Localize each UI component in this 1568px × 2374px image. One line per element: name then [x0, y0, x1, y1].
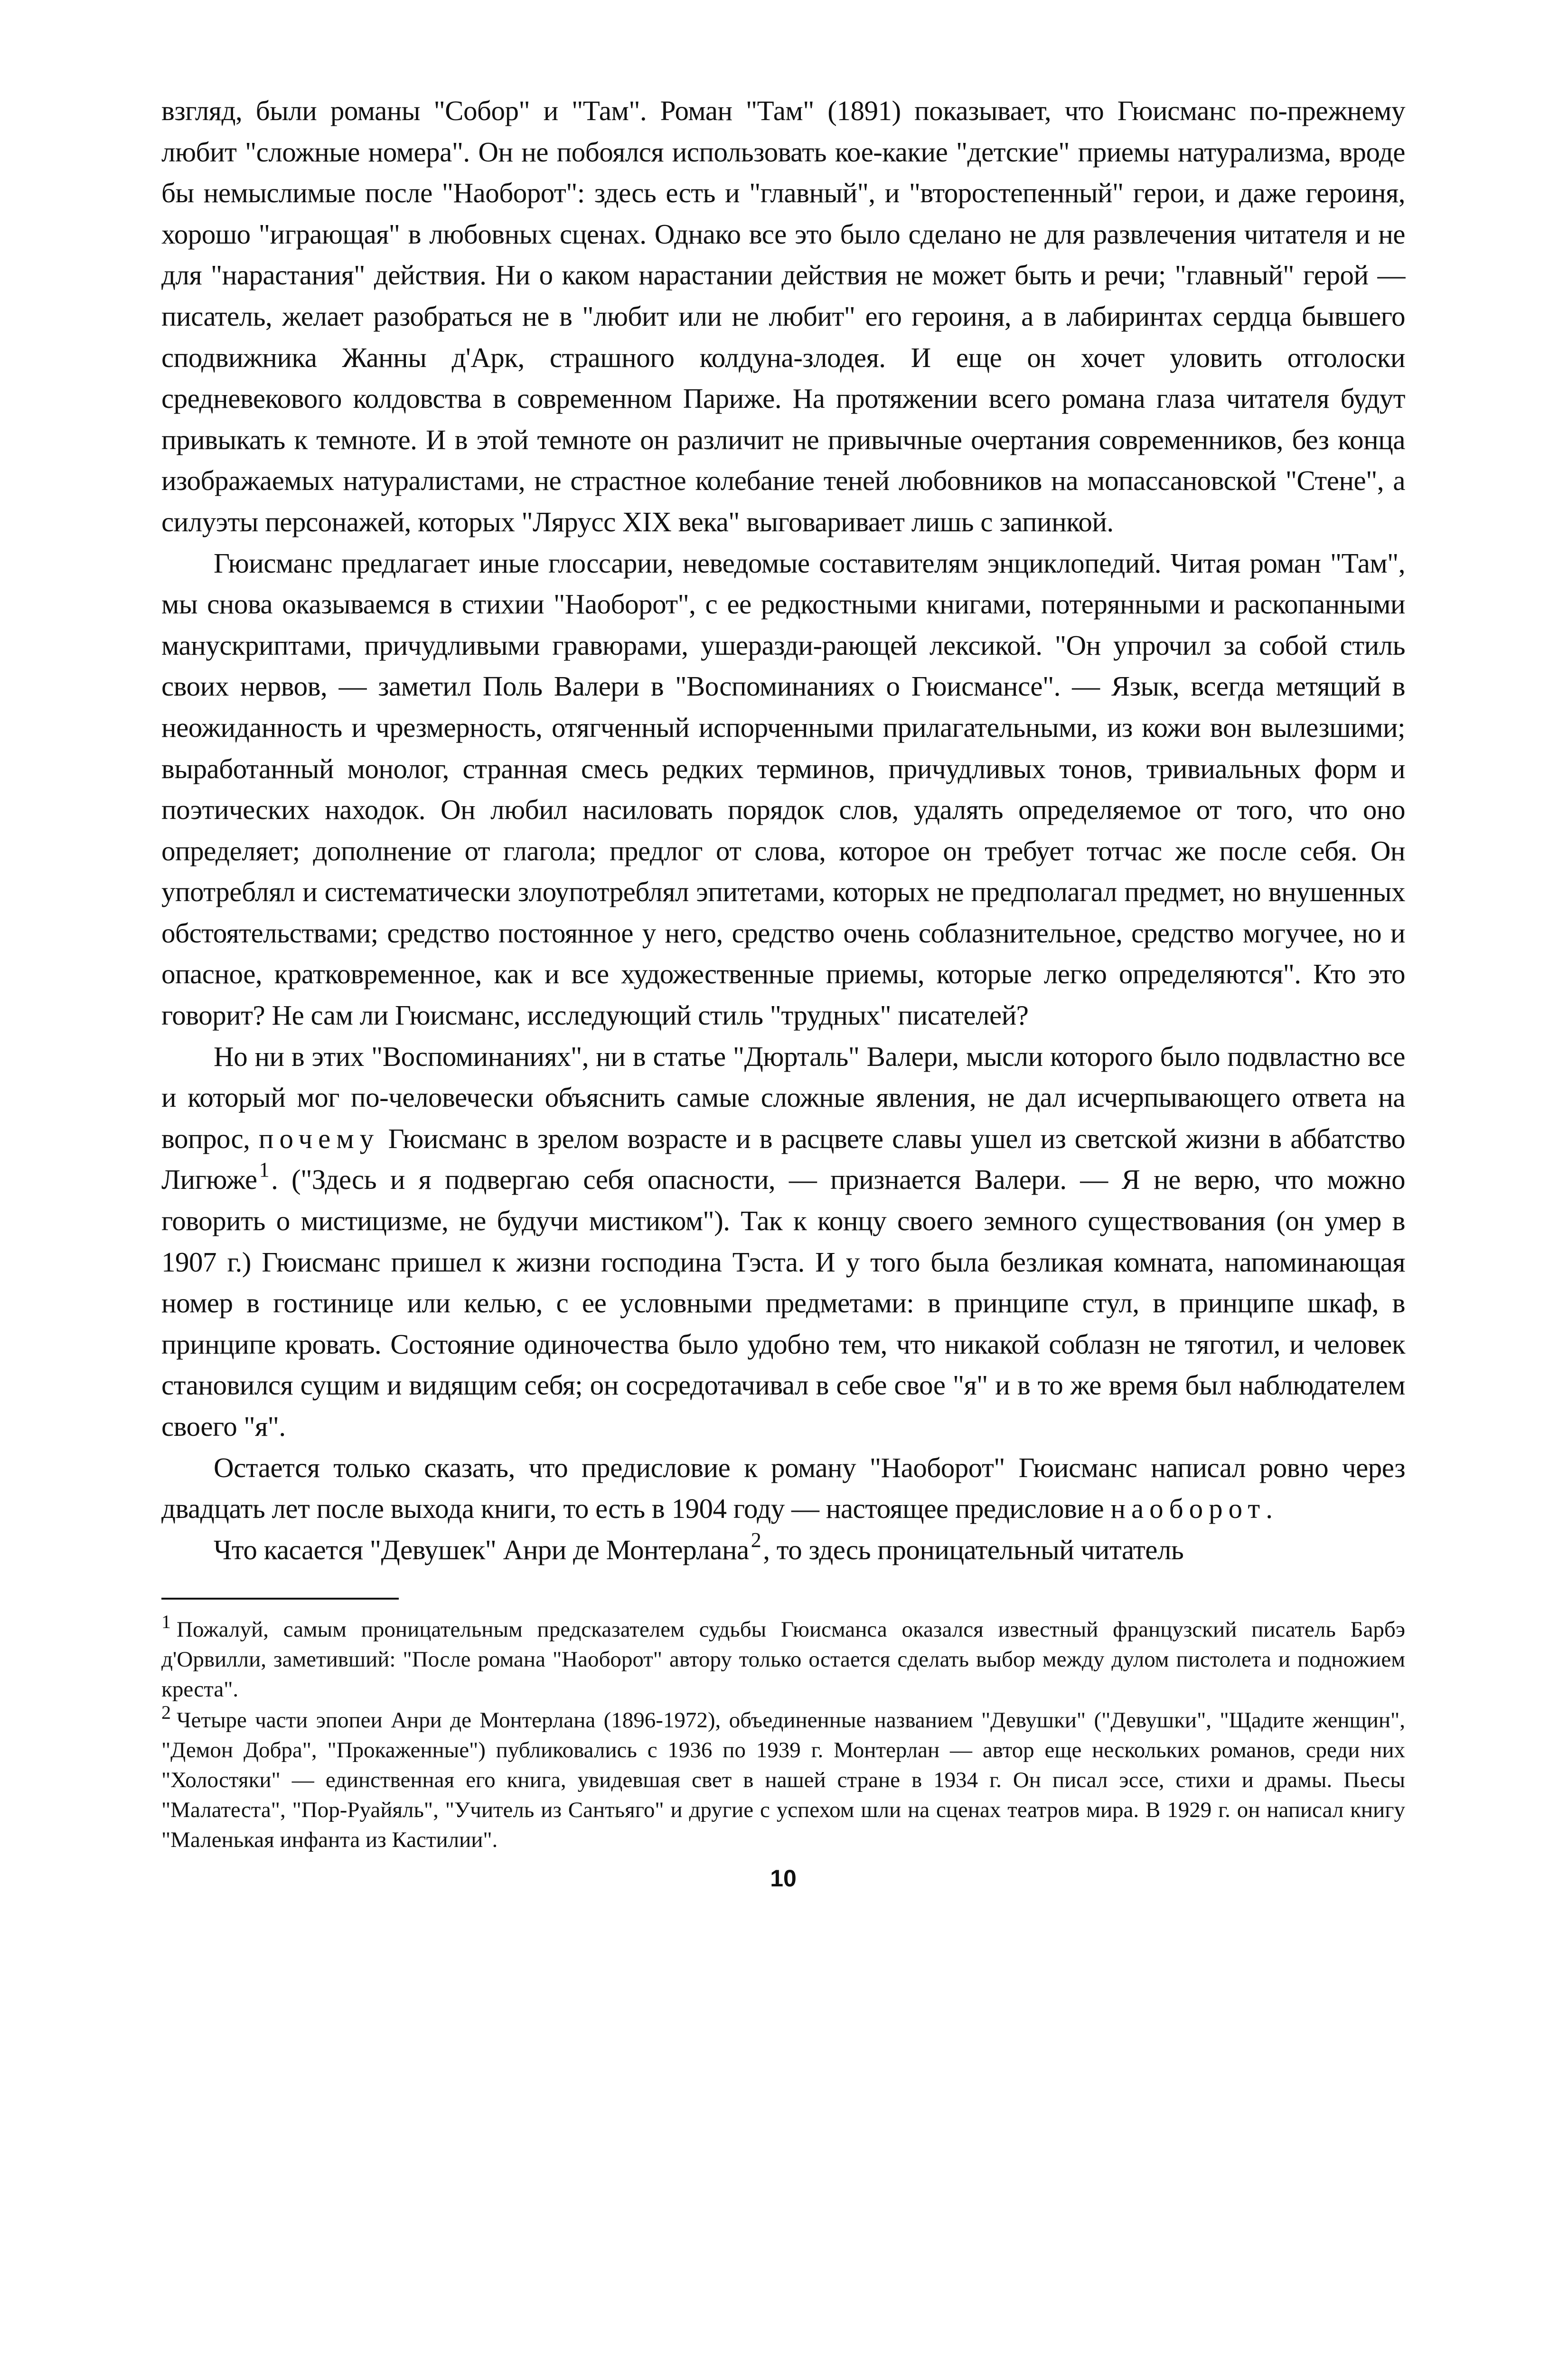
emphasized-spaced-text: наоборот: [1110, 1493, 1266, 1525]
paragraph: [161, 543, 1405, 1036]
book-page: [161, 90, 1405, 1892]
footnote: [161, 1611, 1405, 1705]
text-span: . ("Здесь и я подвергаю себя опасности, — признается Валери. — Я не верю, что можно говорить о мистицизме, не будучи мистиком"). Так к концу своего земного существования (он умер в 1907 г.) Гюисманс пришел к жизни господина Тэста. И у того была безликая комната, напоминающая номер в гостинице или келью, с ее условными предметами: в принципе стул, в принципе шкаф, в принципе кровать. Состояние одиночества было удобно тем, что никакой соблазн не тяготил, и человек становился сущим и видящим себя; он сосредотачивал в себе свое "я" и в то же время был наблюдателем своего "я".: [161, 1164, 1405, 1442]
paragraph: [161, 1447, 1405, 1529]
text-span: Гюисманс предлагает иные глоссарии, неведомые составителям энциклопедий. Читая роман "Там", мы снова оказываемся в стихии "Наоборот", с ее редкостными книгами, потерянными и раскопанными манускриптами, причудливыми гравюрами, ушеразди-рающей лексикой. "Он упрочил за собой стиль своих нервов, — заметил Поль Валери в "Воспоминаниях о Гюисмансе". — Язык, всегда метящий в неожиданность и чрезмерность, отягченный испорченными прилагательными, из кожи вон вылезшими; выработанный монолог, странная смесь редких терминов, причудливых тонов, тривиальных форм и поэтических находок. Он любил насиловать порядок слов, удалять определяемое от того, что оно определяет; дополнение от глагола; предлог от слова, которое он требует тотчас же после себя. Он употреблял и систематически злоупотреблял эпитетами, которых не предполагал предмет, но внушенных обстоятельствами; средство постоянное у него, средство очень соблазнительное, средство могучее, но и опасное, кратковременное, как и все художественные приемы, которые легко определяются". Кто это говорит? Не сам ли Гюисманс, исследующий стиль "трудных" писателей?: [161, 547, 1405, 1031]
footnote-reference: 2: [751, 1528, 761, 1552]
paragraph: [161, 1036, 1405, 1447]
text-span: Что касается "Девушек" Анри де Монтерлана: [214, 1534, 749, 1565]
text-span: , то здесь проницательный читатель: [763, 1534, 1184, 1565]
page-number: 10: [770, 1865, 797, 1892]
text-span: Но ни в этих "Воспоминаниях", ни в статье "Дюрталь" Валери, мысли которого было подвластно все и который мог по-человечески объяснить самые сложные явления, не дал исчерпывающего ответа на вопрос,: [161, 1040, 1405, 1154]
text-span: Гюисманс в зрелом возрасте и в расцвете славы ушел из светской жизни в аббатство Лигюже: [161, 1122, 1406, 1196]
text-span: Остается только сказать, что предисловие к роману "Наоборот" Гюисманс написал ровно через двадцать лет после выхода книги, то есть в 1904 году — настоящее предисловие: [161, 1451, 1405, 1525]
text-span: взгляд, были романы "Собор" и "Там". Роман "Там" (1891) показывает, что Гюисманс по-прежнему любит "сложные номера". Он не побоялся использовать кое-какие "детские" приемы натурализма, вроде бы немыслимые после "Наоборот": здесь есть и "главный", и "второстепенный" герои, и даже героиня, хорошо "играющая" в любовных сценах. Однако все это было сделано не для развлечения читателя и не для "нарастания" действия. Ни о каком нарастании действия не может быть и речи; "главный" герой — писатель, желает разобраться не в "любит или не любит" его героиня, а в лабиринтах сердца бывшего сподвижника Жанны д'Арк, страшного колдуна-злодея. И еще он хочет уловить отголоски средневекового колдовства в современном Париже. На протяжении всего романа глаза читателя будут привыкать к темноте. И в этой темноте он различит не привычные очертания современников, без конца изображаемых натуралистами, не страстное колебание теней любовников на мопассановской "Стене", а силуэты персонажей, которых "Лярусс XIX века" выговаривает лишь с запинкой.: [161, 95, 1405, 537]
footnote-separator: [161, 1598, 399, 1600]
paragraph: [161, 1529, 1405, 1571]
paragraph: [161, 90, 1405, 543]
emphasized-spaced-text: почему: [258, 1122, 380, 1154]
footnote-reference: 1: [259, 1158, 270, 1182]
footnote-text: Пожалуй, самым проницательным предсказателем судьбы Гюисманса оказался известный французский писатель Барбэ д'Орвилли, заметивший: "После романа "Наоборот" автору только остается сделать выбор между дулом пистолета и подножием креста".: [161, 1617, 1405, 1702]
footnote-mark: 1: [161, 1611, 171, 1633]
footnotes: [161, 1611, 1405, 1855]
main-text: [161, 90, 1405, 1570]
footnote-text: Четыре части эпопеи Анри де Монтерлана (1896-1972), объединенные названием "Девушки" ("Девушки", "Щадите женщин", "Демон Добра", "Прокаженные") публиковались с 1936 по 1939 г. Монтерлан — автор еще нескольких романов, среди них "Холостяки" — единственная его книга, увидевшая свет в нашей стране в 1934 г. Он писал эссе, стихи и драмы. Пьесы "Малатеста", "Пор-Руайяль", "Учитель из Сантьяго" и другие с успехом шли на сценах театров мира. В 1929 г. он написал книгу "Маленькая инфанта из Кастилии".: [161, 1708, 1405, 1853]
text-span: .: [1266, 1493, 1273, 1525]
footnote: [161, 1702, 1405, 1855]
footnote-mark: 2: [161, 1702, 171, 1724]
